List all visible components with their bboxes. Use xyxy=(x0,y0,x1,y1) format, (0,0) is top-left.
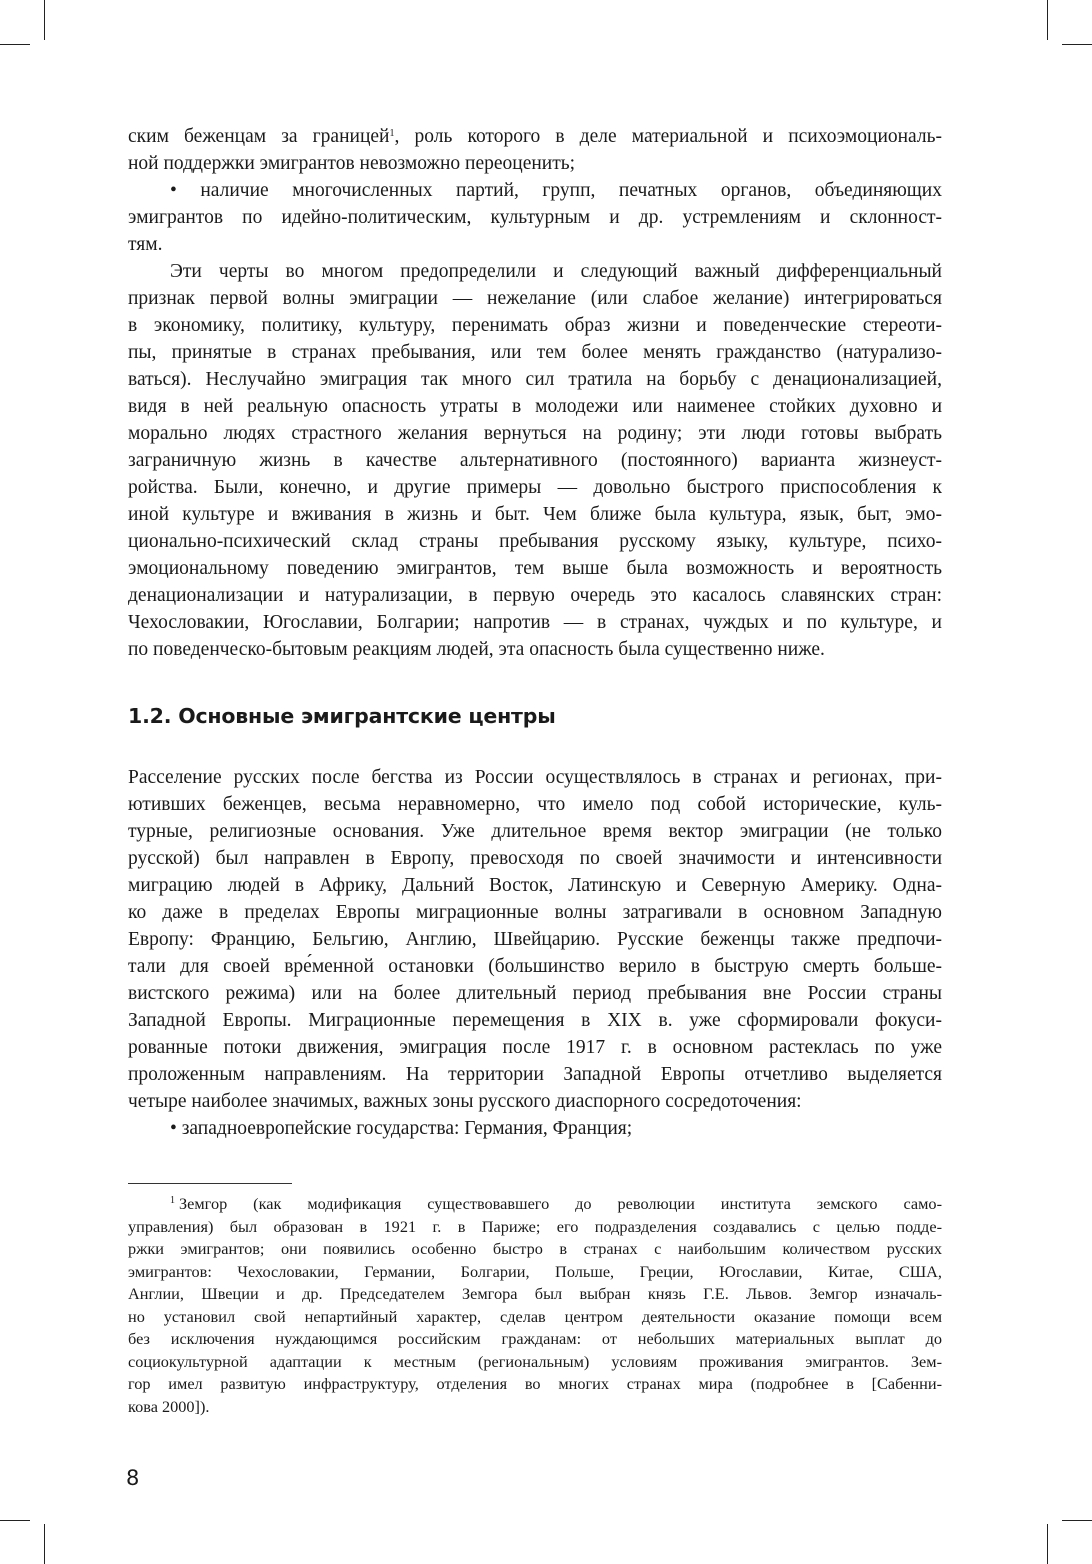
paragraph-line: вистского режима) или на более длительный период пребывания вне России страны xyxy=(128,983,942,1004)
bullet-line: • наличие многочисленных партий, групп, печатных органов, объединяющих xyxy=(170,180,942,201)
footnote-rule xyxy=(128,1183,292,1184)
paragraph-line: эмоциональному поведению эмигрантов, тем выше была возможность и вероятность xyxy=(128,558,942,579)
paragraph xyxy=(128,258,942,663)
paragraph-line: рованные потоки движения, эмиграция после 1917 г. в основном растеклась по уже xyxy=(128,1037,942,1058)
paragraph-line: русской) был направлен в Европу, превосходя по своей значимости и интенсивности xyxy=(128,848,942,869)
paragraph-line: заграничную жизнь в качестве альтернативного (постоянного) варианта жизнеуст- xyxy=(128,450,942,471)
body-text-top xyxy=(128,123,942,663)
crop-mark xyxy=(1047,1524,1048,1564)
paragraph-line: Европу: Францию, Бельгию, Англию, Швейцарию. Русские беженцы также предпочи- xyxy=(128,929,942,950)
footnote-marker: 1 xyxy=(170,1195,175,1206)
crop-mark xyxy=(0,1520,30,1521)
paragraph-line: иной культуре и вживания в жизнь и быт. Чем ближе была культура, язык, быт, эмо- xyxy=(128,504,942,525)
paragraph-line: четыре наиболее значимых, важных зоны русского диаспорного сосредоточения: xyxy=(128,1091,802,1112)
footnote-line: но установил свой непартийный характер, сделав центром деятельности оказание помощи всем xyxy=(128,1306,942,1326)
bullet-line: эмигрантов по идейно-политическим, культурным и др. устремлениям и склонност- xyxy=(128,207,942,228)
crop-mark xyxy=(1062,44,1092,45)
body-text-bottom xyxy=(128,764,942,1142)
footnote-line: кова 2000]). xyxy=(128,1396,210,1416)
paragraph-line: Расселение русских после бегства из России осуществлялось в странах и регионах, при- xyxy=(128,767,942,788)
crop-mark xyxy=(0,44,30,45)
bullet-paragraph xyxy=(128,177,942,258)
footnote-line: социокультурной адаптации к местным (региональным) условиям проживания эмигрантов. Зем- xyxy=(128,1351,942,1371)
paragraph-line: ко даже в пределах Европы миграционные волны затрагивали в основном Западную xyxy=(128,902,942,923)
footnote-line: управления) был образован в 1921 г. в Париже; его подразделения создавались с целью подде- xyxy=(128,1216,942,1236)
paragraph-line: пы, принятые в странах пребывания, или тем более менять гражданство (натурализо- xyxy=(128,342,942,363)
text: ским беженцам за границей xyxy=(128,126,390,147)
paragraph-line: Чехословакии, Югославии, Болгарии; напротив — в странах, чуждых и по культуре, и xyxy=(128,612,942,633)
crop-mark xyxy=(44,0,45,40)
footnote-ref[interactable]: 1 xyxy=(389,128,395,139)
footnote-line: гор имел развитую инфраструктуру, отделения во многих странах мира (подробнее в [Сабенни- xyxy=(128,1374,942,1393)
paragraph-line: признак первой волны эмиграции — нежелание (или слабое желание) интегрироваться xyxy=(128,288,942,309)
paragraph-line: ваться). Неслучайно эмиграция так много сил тратила на борьбу с денационализацией, xyxy=(128,369,942,390)
crop-mark xyxy=(1047,0,1048,40)
footnote-line: эмигрантов: Чехословакии, Германии, Болгарии, Польше, Греции, Югославии, Китае, США, xyxy=(128,1261,942,1281)
paragraph-line: ютивших беженцев, весьма неравномерно, что имело под собой исторические, куль- xyxy=(128,794,942,815)
paragraph-line: ройства. Были, конечно, и другие примеры — довольно быстрого приспособления к xyxy=(128,477,942,498)
paragraph-line: Эти черты во многом предопределили и следующий важный дифференциальный xyxy=(170,261,942,282)
paragraph-line: турные, религиозные основания. Уже длительное время вектор эмиграции (не только xyxy=(128,821,942,842)
footnote-line: без исключения нуждающимся российским гражданам: от небольших материальных выплат до xyxy=(128,1329,942,1348)
footnote-line xyxy=(128,1193,942,1216)
paragraph-line: денационализации и натурализации, в первую очередь это касалось славянских стран: xyxy=(128,585,942,606)
paragraph-line: ной поддержки эмигрантов невозможно переоценить; xyxy=(128,153,576,174)
paragraph-line: в экономику, политику, культуру, перенимать образ жизни и поведенческие стереоти- xyxy=(128,315,942,336)
page-number: 8 xyxy=(126,1466,140,1490)
text: Земгор (как модификация существовавшего до революции института земского само- xyxy=(179,1194,942,1213)
paragraph-line: видя в ней реальную опасность утраты в молодежи или наименее стойких духовно и xyxy=(128,396,942,417)
paragraph-line: морально людях страстного желания вернуться на родину; эти люди готовы выбрать xyxy=(128,423,942,444)
paragraph-line xyxy=(128,123,942,150)
paragraph xyxy=(128,764,942,1115)
footnote xyxy=(128,1193,942,1418)
paragraph-line: тали для своей вре́менной остановки (большинство верило в быструю смерть больше- xyxy=(128,956,942,977)
paragraph-line: миграцию людей в Африку, Дальний Восток, Латинскую и Северную Америку. Одна- xyxy=(128,875,942,896)
crop-mark xyxy=(44,1524,45,1564)
footnote-line: Англии, Швеции и др. Председателем Земгора был выбран князь Г.Е. Львов. Земгор изначаль- xyxy=(128,1284,942,1303)
bullet-item: • западноевропейские государства: Германия, Франция; xyxy=(170,1118,633,1139)
bullet-line: тям. xyxy=(128,234,163,255)
crop-mark xyxy=(1062,1520,1092,1521)
paragraph-line: по поведенческо-бытовым реакциям людей, эта опасность была существенно ниже. xyxy=(128,639,825,660)
paragraph-line: Западной Европы. Миграционные перемещения в XIX в. уже сформировали фокуси- xyxy=(128,1010,942,1031)
text: , роль которого в деле материальной и психоэмоциональ- xyxy=(394,126,943,147)
paragraph-line: проложенным направлениям. На территории Западной Европы отчетливо выделяется xyxy=(128,1064,942,1085)
section-heading: 1.2. Основные эмигрантские центры xyxy=(128,704,556,728)
footnote-line: ржки эмигрантов; они появились особенно быстро в странах с наибольшим количеством русских xyxy=(128,1239,942,1258)
paragraph-line: ционально-психический склад страны пребывания русскому языку, культуре, психо- xyxy=(128,531,942,552)
